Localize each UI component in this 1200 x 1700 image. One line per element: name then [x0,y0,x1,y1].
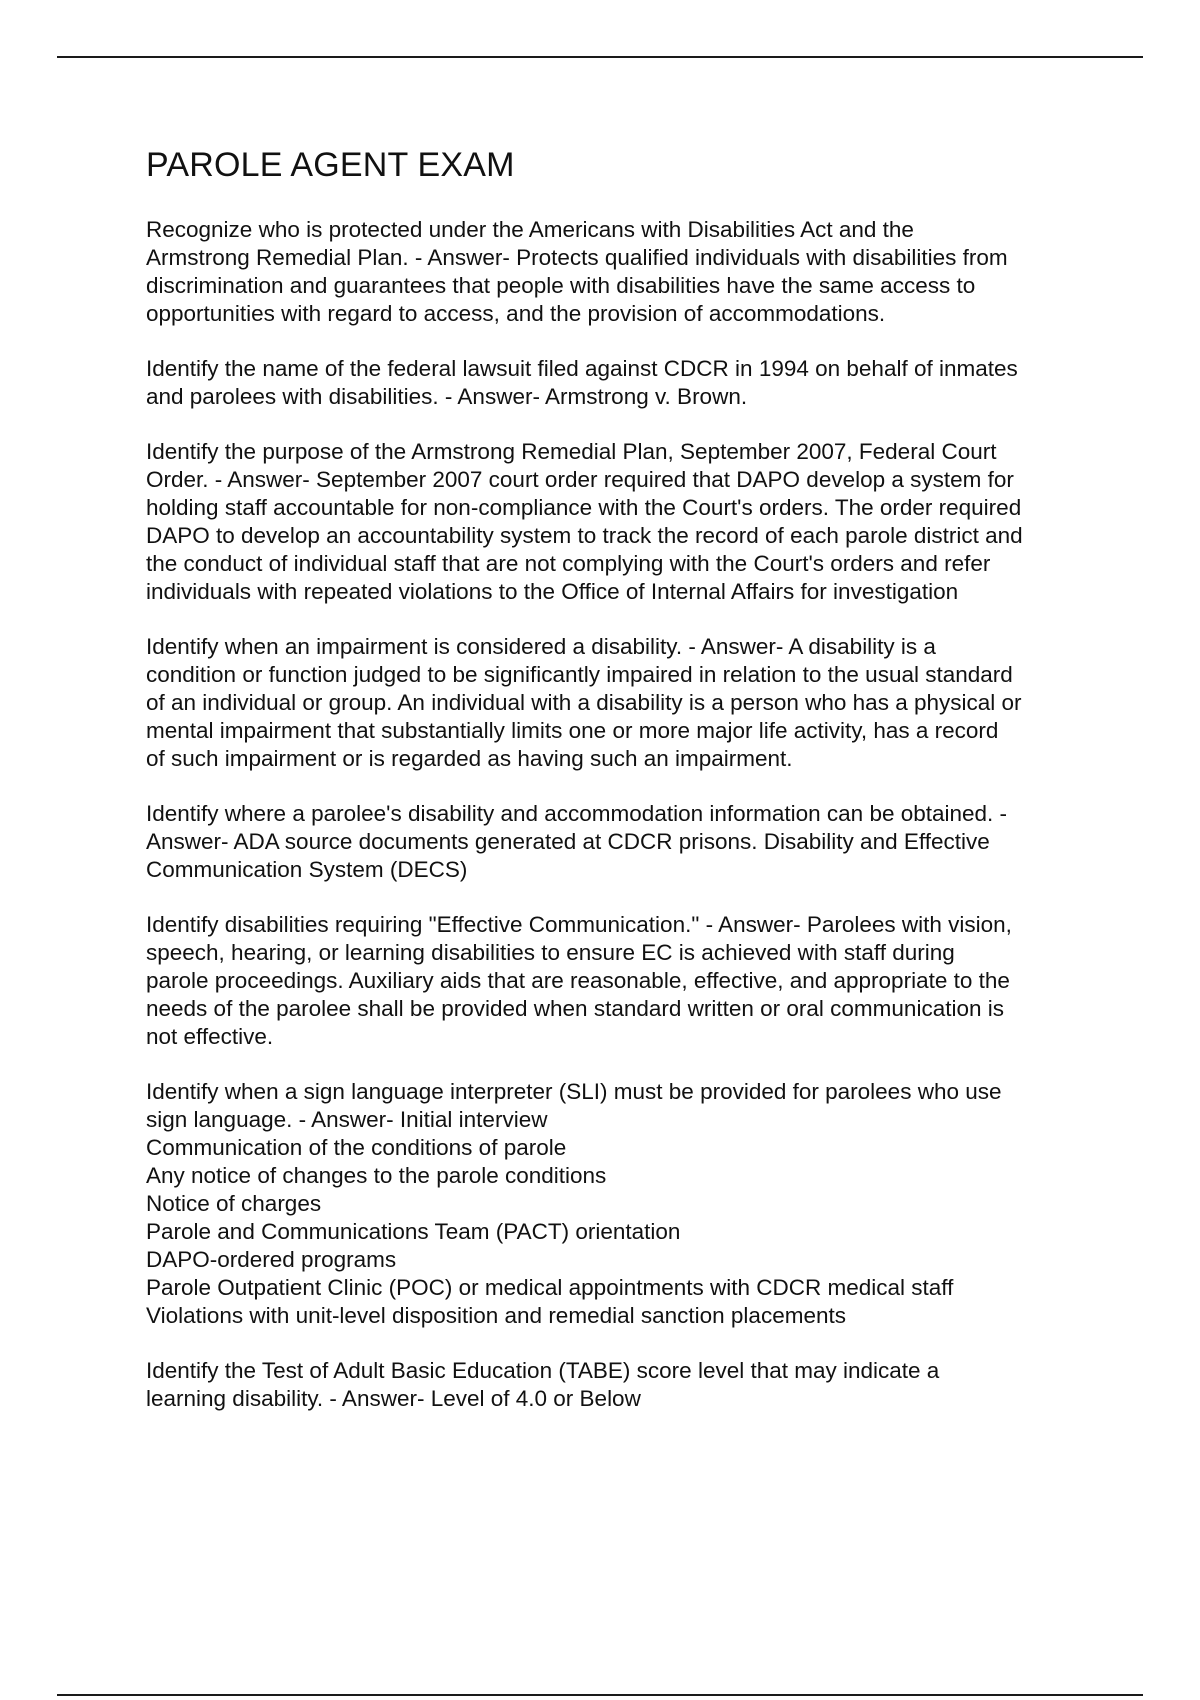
qa-entry-7: Identify when a sign language interpreter (SLI) must be provided for parolees who use sign language. - Answer- Initial interview Communication of the conditions of parole Any notice of changes to the parole conditions Notice of charges Parole and Communications Team (PACT) orientation DAPO-ordered programs Parole Outpatient Clinic (POC) or medical appointments with CDCR medical staff Violations with unit-level disposition and remedial sanction placements [146,1079,1002,1328]
qa-entry-3: Identify the purpose of the Armstrong Remedial Plan, September 2007, Federal Court Order. - Answer- September 2007 court order required that DAPO develop a system for holding staff accountable for non-compliance with the Court's orders. The order required DAPO to develop an accountability system to track the record of each parole district and the conduct of individual staff that are not complying with the Court's orders and refer individuals with repeated violations to the Office of Internal Affairs for investigation [146,439,1023,604]
qa-entry-5: Identify where a parolee's disability and accommodation information can be obtained. - Answer- ADA source documents generated at CDCR prisons. Disability and Effective Communication System (DECS) [146,801,1008,882]
qa-entry-8: Identify the Test of Adult Basic Education (TABE) score level that may indicate a learning disability. - Answer- Level of 4.0 or Below [146,1358,940,1411]
qa-entry-6: Identify disabilities requiring "Effective Communication." - Answer- Parolees with vision, speech, hearing, or learning disabilities to ensure EC is achieved with staff during parole proceedings. Auxiliary aids that are reasonable, effective, and appropriate to the needs of the parolee shall be provided when standard written or oral communication is not effective. [146,912,1012,1049]
document-title: PAROLE AGENT EXAM [146,146,515,184]
bottom-divider [57,1694,1143,1696]
document-body [146,140,1106,1440]
qa-entry-4: Identify when an impairment is considered a disability. - Answer- A disability is a condition or function judged to be significantly impaired in relation to the usual standard of an individual or group. An individual with a disability is a person who has a physical or mental impairment that substantially limits one or more major life activity, has a record of such impairment or is regarded as having such an impairment. [146,634,1022,771]
top-divider [57,56,1143,58]
qa-entry-2: Identify the name of the federal lawsuit filed against CDCR in 1994 on behalf of inmates and parolees with disabilities. - Answer- Armstrong v. Brown. [146,356,1018,409]
qa-entry-1: Recognize who is protected under the Americans with Disabilities Act and the Armstrong Remedial Plan. - Answer- Protects qualified individuals with disabilities from discrimination and guarantees that people with disabilities have the same access to opportunities with regard to access, and the provision of accommodations. [146,217,1008,326]
